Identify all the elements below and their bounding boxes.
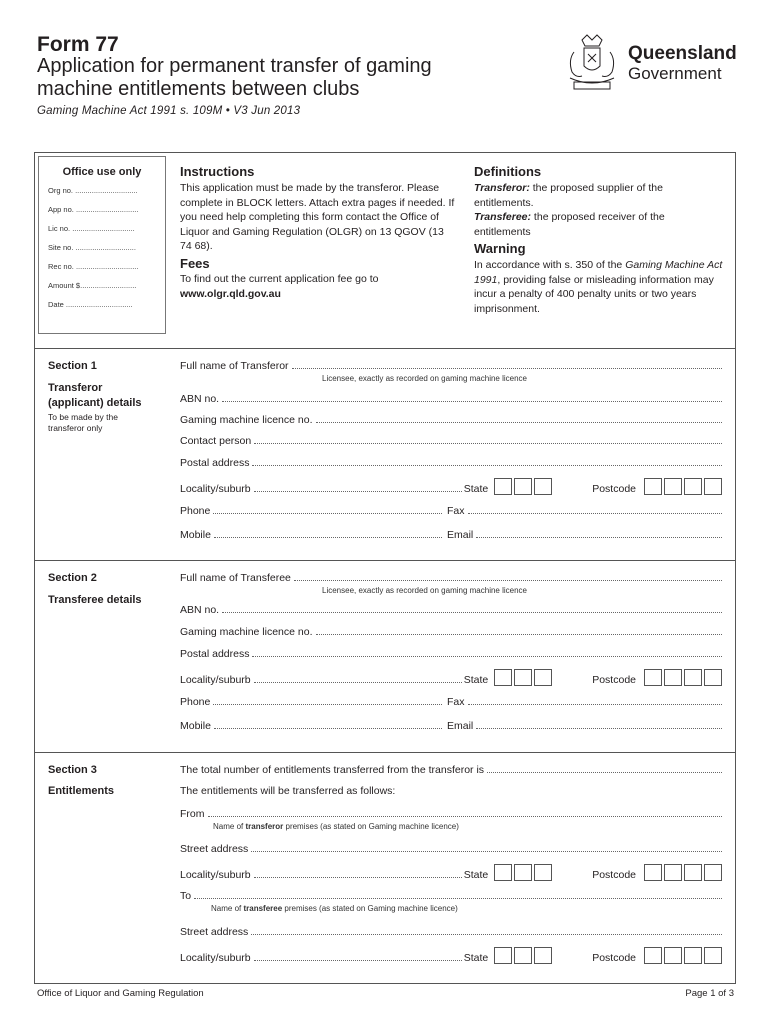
office-use-box	[38, 156, 166, 334]
state-box[interactable]	[534, 864, 552, 881]
coat-of-arms-icon	[562, 32, 622, 94]
form-number: Form 77	[37, 33, 119, 56]
office-field-date[interactable]: Date ................................	[48, 300, 133, 309]
state-box[interactable]	[514, 864, 532, 881]
transferee-full-name-field[interactable]: Full name of Transferee	[180, 572, 724, 584]
transferor-contact-field[interactable]: Contact person	[180, 435, 724, 447]
state-box[interactable]	[514, 478, 532, 495]
transferor-email-field[interactable]: Email	[447, 529, 724, 541]
office-field-lic[interactable]: Lic no. ..............................	[48, 224, 135, 233]
warning-heading: Warning	[474, 241, 526, 256]
warning-body: In accordance with s. 350 of the Gaming Machine Act 1991, providing false or misleading information may incur a penalty of 400 penalty units or two years imprisonment.	[474, 259, 723, 315]
transferor-full-name-field[interactable]: Full name of Transferor	[180, 360, 724, 372]
footer-page-number: Page 1 of 3	[685, 988, 734, 999]
logo-government: Government	[628, 64, 722, 83]
state-box[interactable]	[534, 669, 552, 686]
transferee-locality-input[interactable]	[254, 681, 462, 683]
logo-queensland: Queensland	[628, 43, 737, 64]
section1-note: To be made by the transferor only	[48, 412, 118, 433]
postcode-box[interactable]	[664, 478, 682, 495]
definitions-heading: Definitions	[474, 164, 542, 179]
transferee-fax-field[interactable]: Fax	[447, 696, 724, 708]
from-locality-input[interactable]	[254, 876, 462, 878]
transferor-mobile-field[interactable]: Mobile	[180, 529, 444, 541]
definition-transferor: Transferor: the proposed supplier of the entitlements.	[474, 182, 663, 209]
transferee-licence-field[interactable]: Gaming machine licence no.	[180, 626, 724, 638]
transferor-abn-field[interactable]: ABN no.	[180, 393, 724, 405]
office-field-app[interactable]: App no. ..............................	[48, 205, 139, 214]
to-street-field[interactable]: Street address	[180, 926, 724, 938]
transferee-name-hint: Licensee, exactly as recorded on gaming machine licence	[322, 586, 528, 595]
divider	[34, 560, 736, 561]
fees-heading: Fees	[180, 256, 210, 271]
section1-title: Transferor (applicant) details	[48, 382, 142, 409]
to-locality-row: Locality/suburb State Postcode	[180, 947, 724, 964]
state-box[interactable]	[514, 947, 532, 964]
transferee-postal-field[interactable]: Postal address	[180, 648, 724, 660]
transferor-phone-field[interactable]: Phone	[180, 505, 444, 517]
transferee-locality-row: Locality/suburb State Postcode	[180, 669, 724, 686]
postcode-box[interactable]	[684, 864, 702, 881]
state-box[interactable]	[514, 669, 532, 686]
postcode-box[interactable]	[644, 478, 662, 495]
office-field-rec[interactable]: Rec no. ..............................	[48, 262, 139, 271]
form-title: Application for permanent transfer of gaming machine entitlements between clubs	[37, 55, 432, 100]
section3-number: Section 3	[48, 764, 97, 776]
postcode-box[interactable]	[704, 947, 722, 964]
postcode-box[interactable]	[704, 864, 722, 881]
transferee-abn-field[interactable]: ABN no.	[180, 604, 724, 616]
transferor-licence-field[interactable]: Gaming machine licence no.	[180, 414, 724, 426]
office-use-title: Office use only	[62, 166, 142, 178]
instructions-heading: Instructions	[180, 164, 255, 179]
divider	[34, 348, 736, 349]
transferee-mobile-field[interactable]: Mobile	[180, 720, 444, 732]
state-box[interactable]	[494, 864, 512, 881]
transferor-fax-field[interactable]: Fax	[447, 505, 724, 517]
from-premises-field[interactable]: From	[180, 808, 724, 820]
postcode-box[interactable]	[644, 669, 662, 686]
fees-body: To find out the current application fee go to	[180, 273, 379, 285]
transferor-locality-input[interactable]	[254, 490, 462, 492]
postcode-box[interactable]	[644, 947, 662, 964]
to-hint: Name of transferee premises (as stated on Gaming machine licence)	[211, 904, 458, 913]
from-hint: Name of transferor premises (as stated on Gaming machine licence)	[213, 822, 459, 831]
entitlements-as-follows: The entitlements will be transferred as follows:	[180, 785, 396, 797]
office-field-org[interactable]: Org no. ..............................	[48, 186, 138, 195]
transferor-locality-row: Locality/suburb State Postcode	[180, 478, 724, 495]
postcode-box[interactable]	[704, 478, 722, 495]
postcode-box[interactable]	[684, 478, 702, 495]
from-locality-row: Locality/suburb State Postcode	[180, 864, 724, 881]
postcode-box[interactable]	[664, 864, 682, 881]
postcode-box[interactable]	[684, 669, 702, 686]
postcode-box[interactable]	[684, 947, 702, 964]
transferor-postal-field[interactable]: Postal address	[180, 457, 724, 469]
to-locality-input[interactable]	[254, 959, 462, 961]
state-box[interactable]	[494, 478, 512, 495]
instructions-body: This application must be made by the transferor. Please complete in BLOCK letters. Attach extra pages if needed. If you need help completing this form contact the Office of Liquor and Gaming Regulation (OLGR) on 13 QGOV (13 74 68).	[180, 182, 455, 253]
from-street-field[interactable]: Street address	[180, 843, 724, 855]
total-entitlements-field[interactable]: The total number of entitlements transferred from the transferor is	[180, 764, 724, 776]
divider	[34, 752, 736, 753]
definition-transferee: Transferee: the proposed receiver of the entitlements	[474, 211, 665, 238]
state-box[interactable]	[494, 669, 512, 686]
transferor-name-hint: Licensee, exactly as recorded on gaming machine licence	[322, 374, 528, 383]
office-field-amount[interactable]: Amount $...........................	[48, 281, 137, 290]
section2-title: Transferee details	[48, 594, 142, 606]
postcode-box[interactable]	[664, 947, 682, 964]
postcode-box[interactable]	[644, 864, 662, 881]
section3-title: Entitlements	[48, 785, 115, 797]
fees-link[interactable]: www.olgr.qld.gov.au	[180, 288, 281, 300]
footer-agency: Office of Liquor and Gaming Regulation	[37, 988, 204, 999]
postcode-box[interactable]	[664, 669, 682, 686]
state-box[interactable]	[494, 947, 512, 964]
form-subtitle: Gaming Machine Act 1991 s. 109M • V3 Jun 2013	[37, 105, 301, 117]
postcode-box[interactable]	[704, 669, 722, 686]
transferee-email-field[interactable]: Email	[447, 720, 724, 732]
section1-number: Section 1	[48, 360, 97, 372]
office-field-site[interactable]: Site no. .............................	[48, 243, 136, 252]
to-premises-field[interactable]: To	[180, 890, 724, 902]
state-box[interactable]	[534, 947, 552, 964]
transferee-phone-field[interactable]: Phone	[180, 696, 444, 708]
state-box[interactable]	[534, 478, 552, 495]
section2-number: Section 2	[48, 572, 97, 584]
